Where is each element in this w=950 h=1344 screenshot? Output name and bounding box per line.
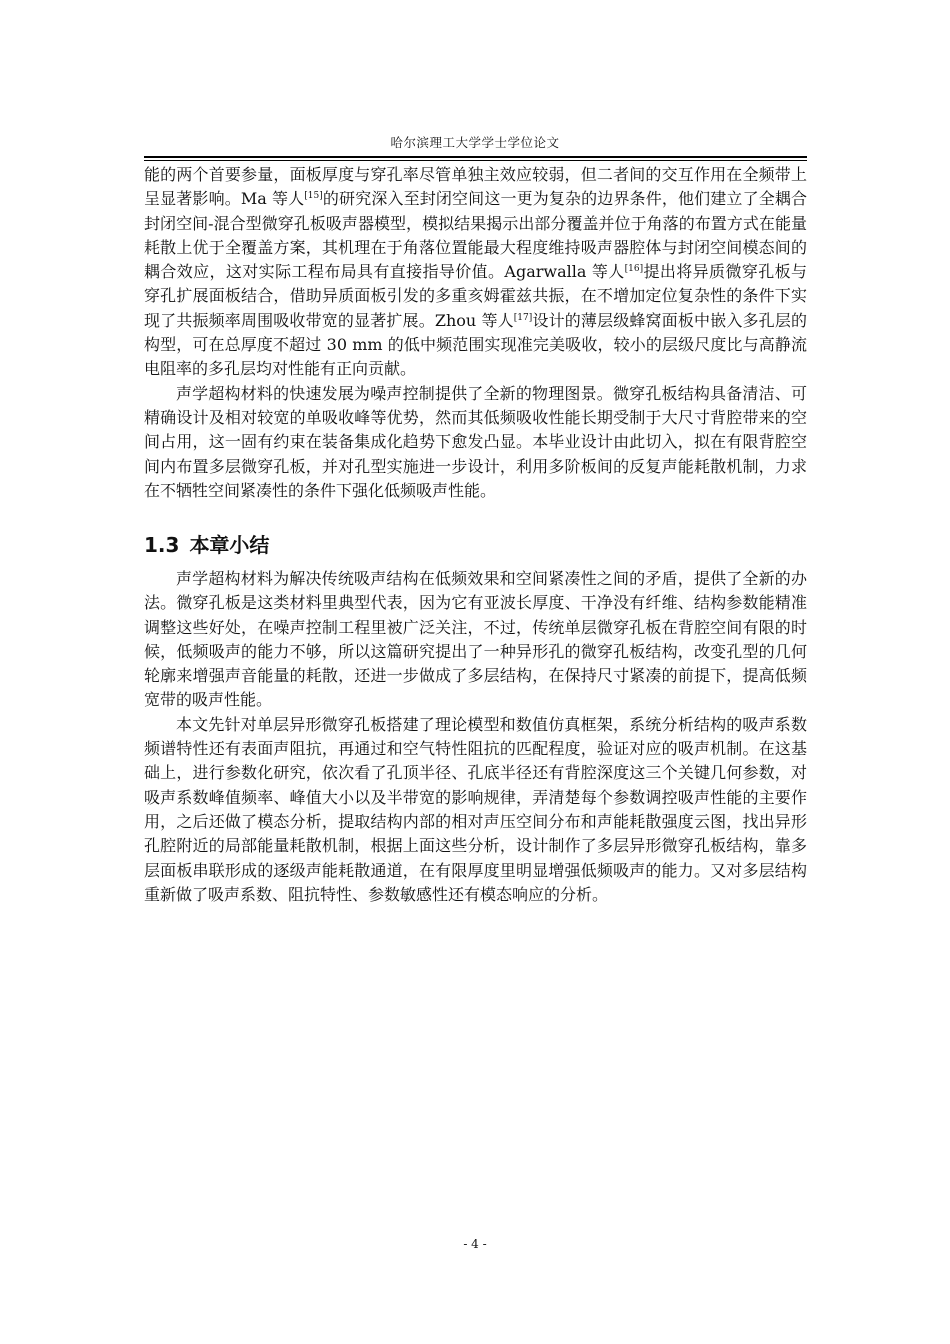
text-run: 能的两个首要参量，面板厚度与穿孔率尽管单独主效应较弱，但二者间的交互作用在全频带上呈显著影响。Ma 等人: [144, 165, 807, 209]
paragraph-continued: [144, 163, 807, 382]
text-run: 提出将异质微穿孔板与穿孔扩展面板结合，借助异质面板引发的多重亥姆霍兹共振，在不增加定位复杂性的条件下实 现了共振频率周围吸收带宽的显著扩展。Zhou 等人: [144, 262, 807, 330]
citation-ref: [17]: [513, 312, 533, 323]
page-number: - 4 -: [463, 1237, 487, 1251]
header-rule-thick: [144, 156, 807, 158]
header-rule-thin: [144, 160, 807, 161]
citation-ref: [16]: [624, 264, 644, 275]
text-run: 的研究深入至封闭空间这一更为复杂的边界条件，他们建立了全耦合封闭空间-混合型微穿孔板吸声器模型，模拟结果揭示出部分覆盖并位于角落的布置方式在能量耗散上优于全覆盖方案，其机理在于角落位置能最大程度维持吸声器腔体与封闭空间模态间的耦合效应，这对实际工程布局具有直接指导价值。Agarwalla 等人: [144, 189, 807, 282]
body-text-block: [144, 163, 807, 503]
paragraph: 声学超构材料为解决传统吸声结构在低频效果和空间紧凑性之间的矛盾，提供了全新的办法。微穿孔板是这类材料里典型代表，因为它有亚波长厚度、干净没有纤维、结构参数能精准调整这些好处，在噪声控制工程里被广泛关注，不过，传统单层微穿孔板在背腔空间有限的时候，低频吸声的能力不够，所以这篇研究提出了一种异形孔的微穿孔板结构，改变孔型的几何轮廓来增强声音能量的耗散，还进一步做成了多层结构，在保持尺寸紧凑的前提下，提高低频宽带的吸声性能。: [144, 569, 807, 710]
running-header: 哈尔滨理工大学学士学位论文: [390, 135, 560, 150]
section-title: 本章小结: [189, 533, 270, 557]
section-number: 1.3: [144, 533, 180, 557]
text-run: 设计的薄层级蜂窝面板中嵌入多孔层的构型，可在总厚度不超过 30 mm 的低中频范围实现准完美吸收，较小的层级尺度比与高静流电阻率的多孔层均对性能有正向贡献。: [144, 310, 807, 379]
paragraph: 本文先针对单层异形微穿孔板搭建了理论模型和数值仿真框架，系统分析结构的吸声系数频谱特性还有表面声阻抗，再通过和空气特性阻抗的匹配程度，验证对应的吸声机制。在这基础上，进行参数化研究，依次看了孔顶半径、孔底半径还有背腔深度这三个关键几何参数，对吸声系数峰值频率、峰值大小以及半带宽的影响规律，弄清楚每个参数调控吸声性能的主要作用，之后还做了模态分析，提取结构内部的相对声压空间分布和声能耗散强度云图，找出异形孔腔附近的局部能量耗散机制，根据上面这些分析，设计制作了多层异形微穿孔板结构，靠多层面板串联形成的逐级声能耗散通道，在有限厚度里明显增强低频吸声的能力。又对多层结构重新做了吸声系数、阻抗特性、参数敏感性还有模态响应的分析。: [144, 714, 807, 904]
section-heading: [144, 531, 269, 559]
citation-ref: [15]: [304, 191, 323, 202]
body-text-block: [144, 567, 807, 907]
paragraph: 声学超构材料的快速发展为噪声控制提供了全新的物理图景。微穿孔板结构具备清洁、可精确设计及相对较宽的单吸收峰等优势，然而其低频吸收性能长期受制于大尺寸背腔带来的空间占用，这一固有约束在装备集成化趋势下愈发凸显。本毕业设计由此切入，拟在有限背腔空间内布置多层微穿孔板，并对孔型实施进一步设计，利用多阶板间的反复声能耗散机制，力求在不牺牲空间紧凑性的条件下强化低频吸声性能。: [144, 383, 807, 500]
